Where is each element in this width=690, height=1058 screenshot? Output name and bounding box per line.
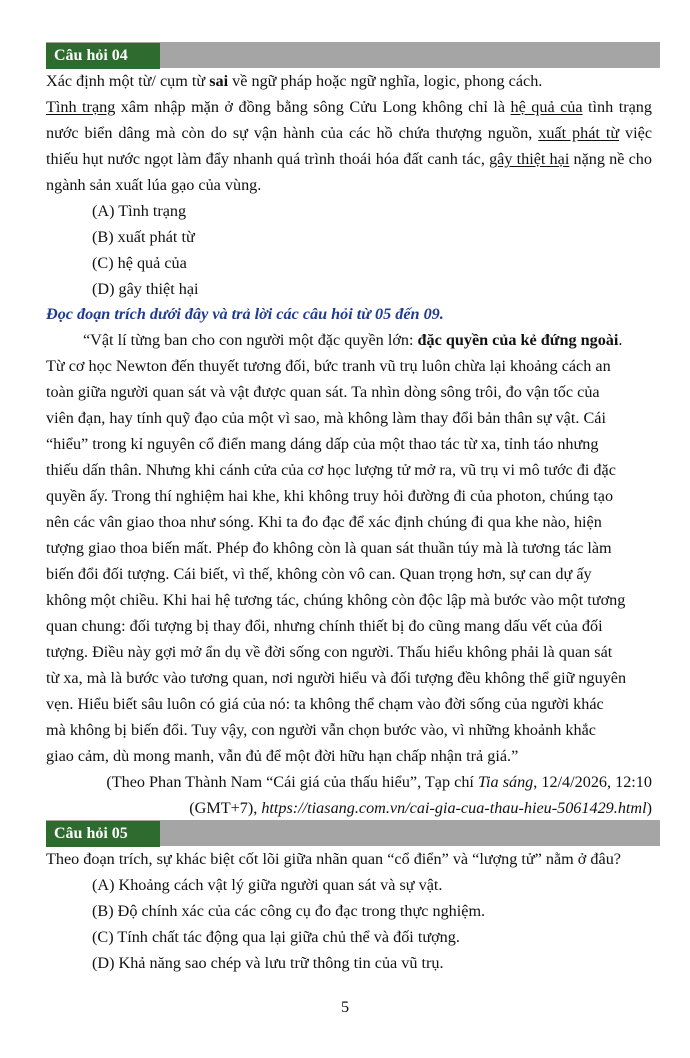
passage-line: tượng. Điều này gợi mở ẩn dụ về đời sống con người. Thấu hiểu không phải là quan sát — [46, 643, 613, 661]
passage-line: quyền ấy. Trong thí nghiệm hai khe, khi không truy hỏi đường đi của photon, chúng tạo — [46, 487, 614, 505]
question-sentence — [46, 94, 652, 198]
passage-line: biến đổi đối tượng. Cái biết, vì thế, không còn vô can. Quan trọng hơn, sự can dự ấy — [46, 565, 592, 583]
question-prompt: Theo đoạn trích, sự khác biệt cốt lõi giữa nhãn quan “cổ điển” và “lượng tử” nằm ở đâu? — [46, 850, 621, 868]
passage-emphasis: đặc quyền của kẻ đứng ngoài — [417, 331, 619, 349]
option-b[interactable]: (B) xuất phát từ — [92, 228, 195, 246]
option-c[interactable]: (C) hệ quả của — [92, 254, 187, 272]
option-d[interactable]: (D) Khả năng sao chép và lưu trữ thông tin của vũ trụ. — [92, 954, 444, 972]
passage-line: thiếu dấn thân. Nhưng khi cánh cửa của cơ học lượng tử mở ra, vũ trụ vi mô tước đi đặc — [46, 461, 616, 479]
prompt-text-end: về ngữ pháp hoặc ngữ nghĩa, logic, phong cách. — [228, 72, 543, 90]
passage-line: toàn giữa người quan sát và vật được quan sát. Ta nhìn dòng sông trôi, đo vận tốc của — [46, 383, 600, 401]
passage — [46, 327, 652, 769]
source-timezone: (GMT+7), — [189, 799, 262, 817]
passage-lead-end: . — [618, 331, 623, 349]
underlined-phrase-d: gây thiệt hại — [489, 150, 570, 168]
source-text: (Theo Phan Thành Nam “Cái giá của thấu hiểu”, Tạp chí — [106, 773, 478, 791]
question-header-04 — [46, 42, 660, 68]
passage-line: tượng giao thoa biến mất. Phép đo không còn là quan sát thuần túy mà là tương tác làm — [46, 539, 612, 557]
passage-line: “hiểu” trong kỉ nguyên cổ điển mang dáng dấp của một thao tác từ xa, tỉnh táo nhưng — [46, 435, 599, 453]
passage-line: viên đạn, hay tính quỹ đạo của một vì sao, mà không làm thay đổi bản thân sự vật. Cái — [46, 409, 606, 427]
source-link[interactable]: https://tiasang.com.vn/cai-gia-cua-thau-hieu-5061429.html — [261, 799, 647, 817]
passage-line: Từ cơ học Newton đến thuyết tương đối, bức tranh vũ trụ luôn chừa lại khoảng cách an — [46, 357, 611, 375]
page-number: 5 — [340, 998, 350, 1016]
passage-line: giao cảm, dù mong manh, vẫn đủ để một đời hữu hạn chấp nhận trả giá.” — [46, 747, 519, 765]
option-d[interactable]: (D) gây thiệt hại — [92, 280, 199, 298]
question-label: Câu hỏi 05 — [46, 821, 160, 847]
option-c[interactable]: (C) Tính chất tác động qua lại giữa chủ thể và đối tượng. — [92, 928, 460, 946]
question-header-05 — [46, 820, 660, 846]
question-label: Câu hỏi 04 — [46, 43, 160, 69]
passage-line: nên các vân giao thoa như sóng. Khi ta đo đạc để xác định chúng đi qua khe nào, hiện — [46, 513, 602, 531]
magazine-name: Tia sáng — [477, 773, 534, 791]
passage-lead-text: “Vật lí từng ban cho con người một đặc quyền lớn: — [83, 331, 418, 349]
underlined-phrase-b: xuất phát từ — [538, 124, 620, 142]
option-b[interactable]: (B) Độ chính xác của các công cụ đo đạc trong thực nghiệm. — [92, 902, 486, 920]
prompt-text: Xác định một từ/ cụm từ — [46, 72, 210, 90]
sentence-part: tình trạng nước biển dâng mà còn do sự vận hành của các hồ chứa thượng nguồn, — [46, 98, 652, 142]
question-prompt — [46, 68, 652, 94]
option-a[interactable]: (A) Khoảng cách vật lý giữa người quan sát và sự vật. — [92, 876, 443, 894]
source-close: ) — [646, 799, 652, 817]
sentence-part: xâm nhập mặn ở đồng bằng sông Cửu Long không chỉ là — [115, 98, 511, 116]
reading-instruction: Đọc đoạn trích dưới đây và trả lời các câu hỏi từ 05 đến 09. — [46, 305, 444, 323]
source-line-2 — [46, 795, 652, 821]
sentence-part: việc thiếu hụt nước ngọt làm đẩy nhanh quá trình thoái hóa đất canh tác, — [46, 124, 653, 168]
option-a[interactable]: (A) Tình trạng — [92, 202, 187, 220]
sentence-part: nặng nề cho ngành sản xuất lúa gạo của vùng. — [46, 150, 652, 194]
passage-line: từ xa, mà là bước vào tương quan, nơi người hiểu và đối tượng đều không thể giữ nguyên — [46, 669, 627, 687]
passage-line: mà không bị biến đổi. Tuy vậy, con người vẫn chọn bước vào, vì những khoảnh khắc — [46, 721, 596, 739]
source-line-1 — [46, 769, 652, 795]
underlined-phrase-c: hệ quả của — [510, 98, 583, 116]
passage-lead — [46, 327, 652, 353]
passage-line: vẹn. Hiểu biết sâu luôn có giá của nó: ta không thể chạm vào đời sống của người khác — [46, 695, 604, 713]
passage-line: không một chiều. Khi hai hệ tương tác, chúng không còn độc lập mà bước vào một tương — [46, 591, 626, 609]
source-date: , 12/4/2026, 12:10 — [533, 773, 652, 791]
prompt-emphasis: sai — [209, 72, 229, 90]
underlined-phrase-a: Tình trạng — [46, 98, 116, 116]
source-citation — [46, 769, 652, 821]
passage-line: quan chung: đối tượng bị thay đổi, nhưng chính thiết bị đo cũng mang dấu vết của đối — [46, 617, 603, 635]
